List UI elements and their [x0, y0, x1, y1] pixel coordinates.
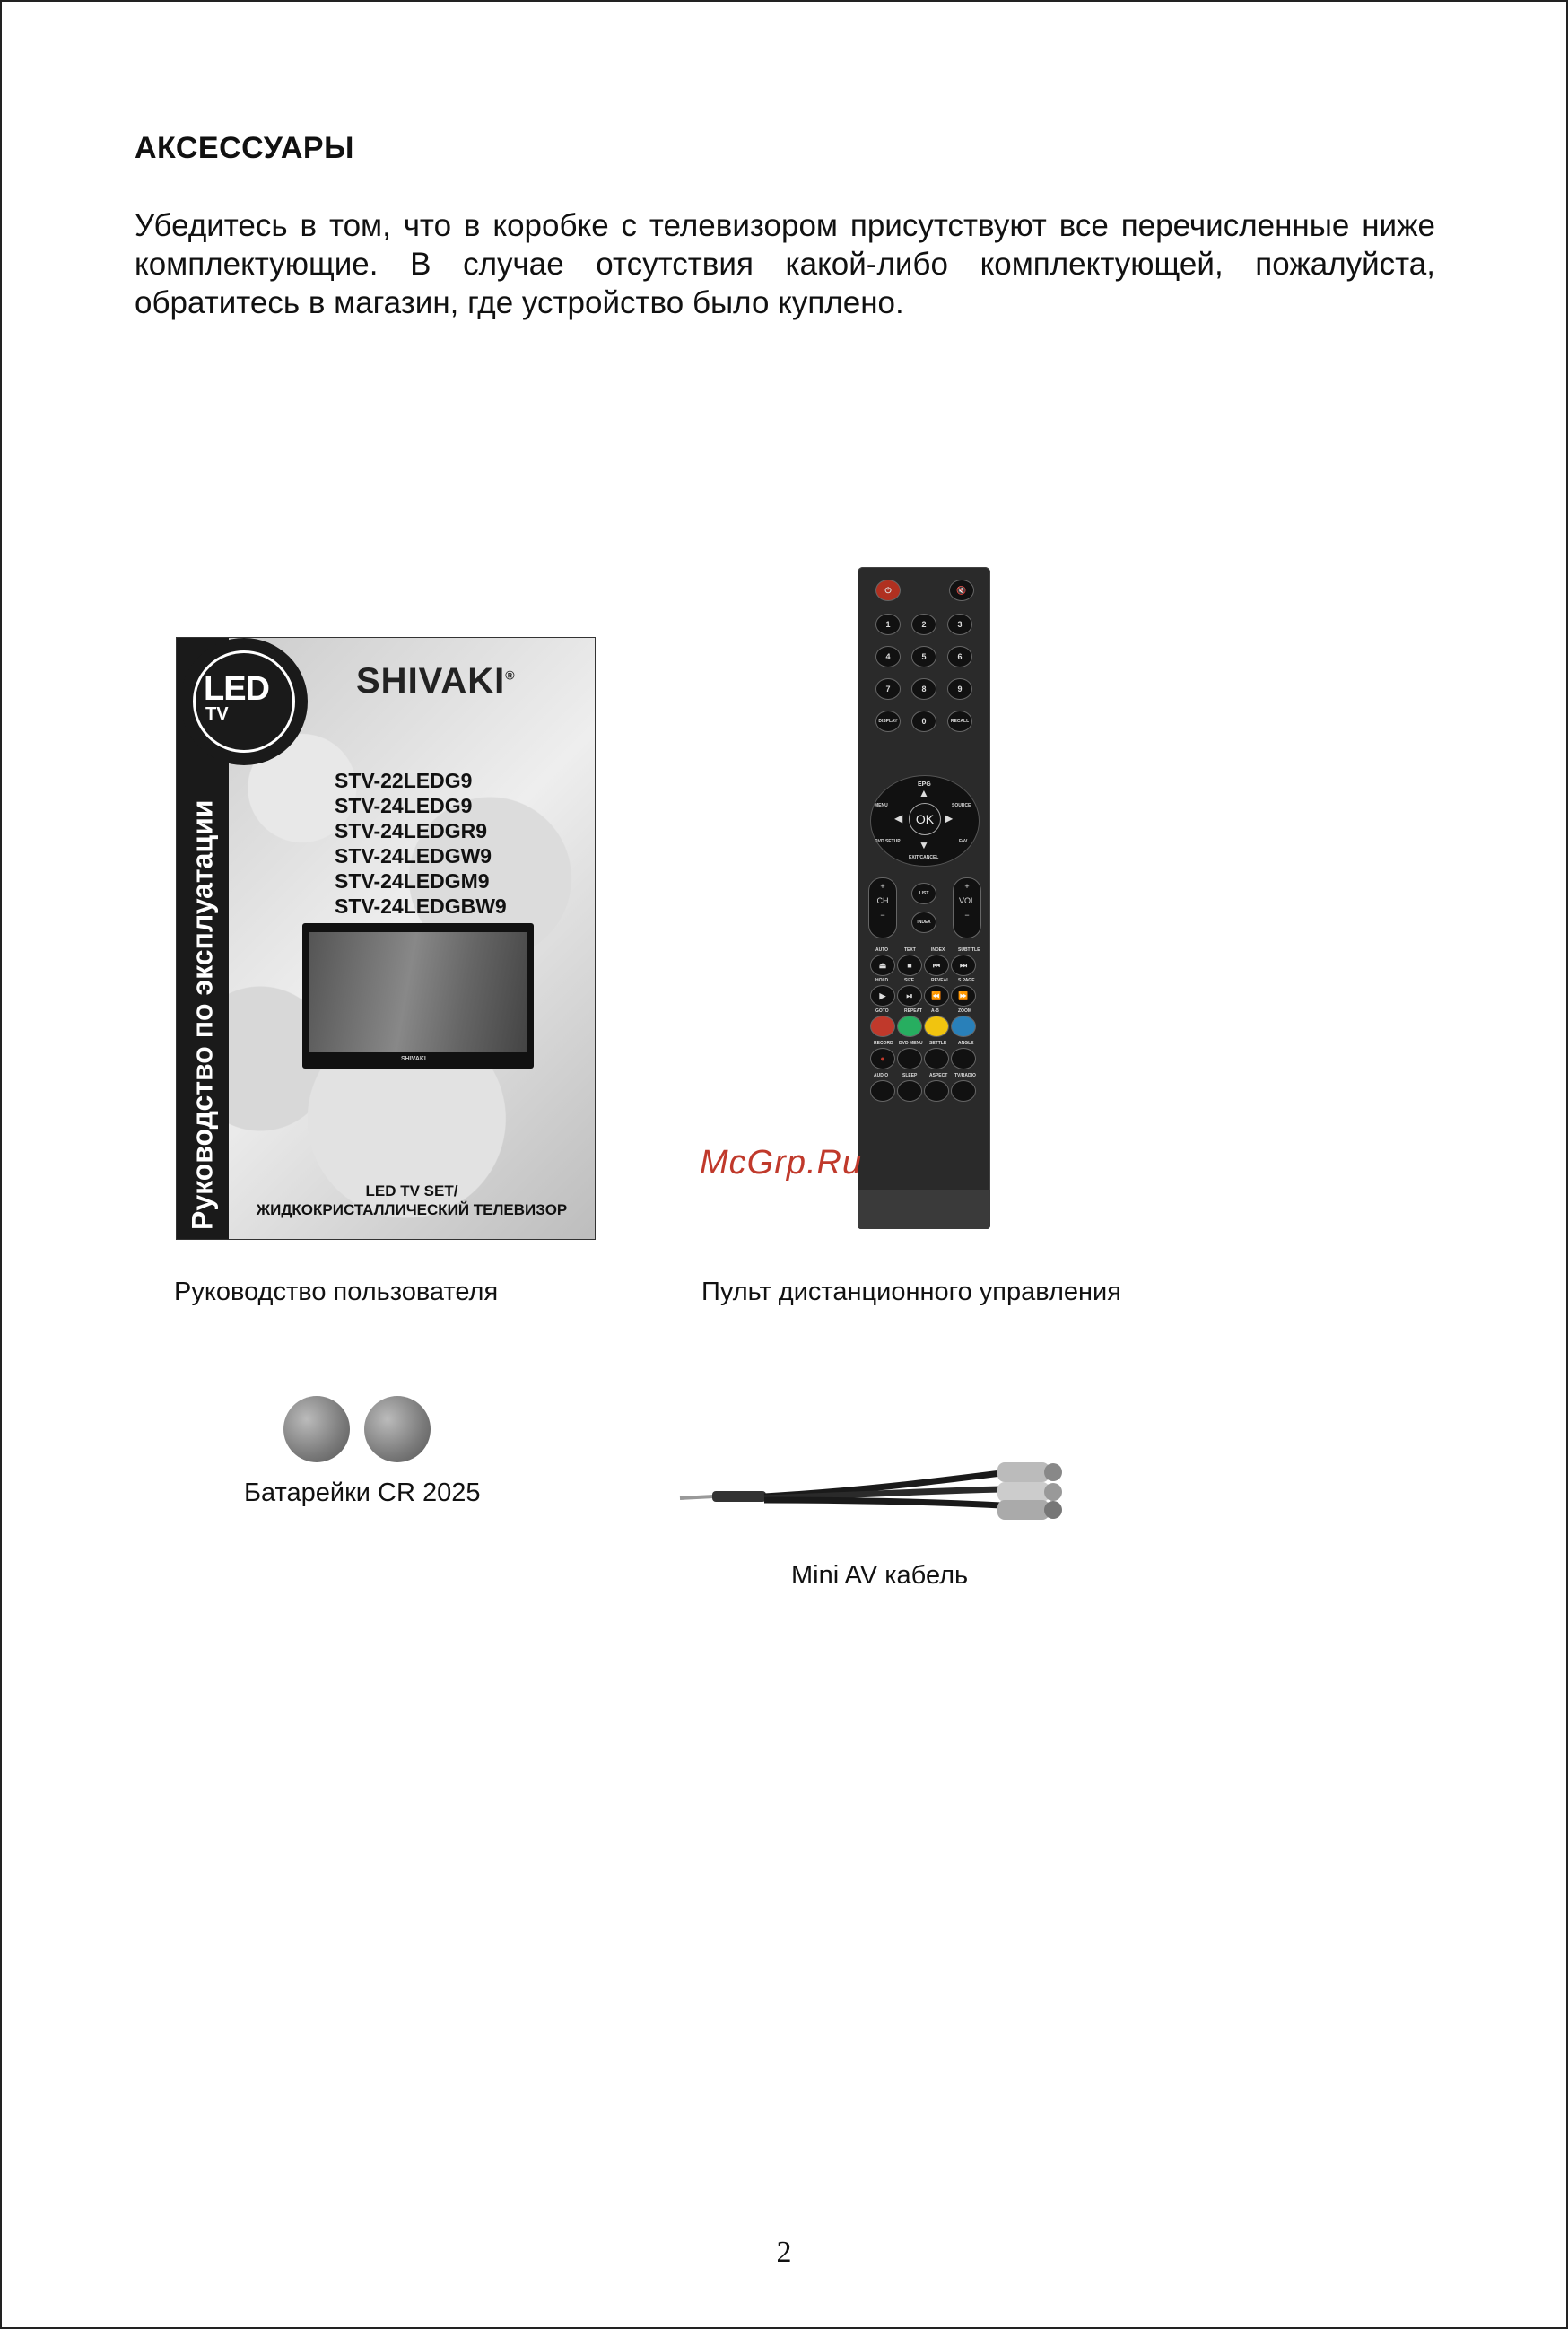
- dpad-label-bottom-right: FAV: [959, 839, 968, 844]
- remote-key: 5: [911, 646, 936, 667]
- remote-key: DISPLAY: [875, 711, 901, 732]
- ok-key: OK: [909, 803, 941, 835]
- tv-logo: SHIVAKI: [401, 1056, 426, 1062]
- av-cable-image: [678, 1435, 1109, 1525]
- dpad-label-bottom-left: DVD SETUP: [875, 839, 901, 844]
- remote-control-image: [858, 567, 990, 1229]
- next-icon: ⏭: [951, 955, 976, 976]
- model-list: [335, 768, 507, 919]
- remote-key: 9: [947, 678, 972, 700]
- remote-blank-key: [924, 1048, 949, 1069]
- model-name: STV-24LEDGM9: [335, 869, 490, 893]
- record-icon: ●: [870, 1048, 895, 1069]
- key-label: ZOOM: [958, 1008, 971, 1014]
- vol-rocker: [953, 877, 981, 938]
- key-label: ASPECT: [929, 1073, 948, 1078]
- manual-caption: Руководство пользователя: [174, 1278, 499, 1306]
- green-key: [897, 1016, 922, 1037]
- tv-screen: [309, 932, 527, 1052]
- key-label: A-B: [931, 1008, 939, 1014]
- key-label: SETTLE: [929, 1041, 947, 1046]
- model-name: STV-24LEDGR9: [335, 819, 487, 842]
- yellow-key: [924, 1016, 949, 1037]
- remote-key: 7: [875, 678, 901, 700]
- key-label: ANGLE: [958, 1041, 974, 1046]
- key-label: TEXT: [904, 947, 916, 953]
- key-label: DVD MENU: [899, 1041, 923, 1046]
- manual-spine-text: Руководство по эксплуатации: [186, 799, 219, 1230]
- remote-bottom-cap: [858, 1190, 990, 1229]
- key-label: S.PAGE: [958, 978, 975, 983]
- remote-key: 2: [911, 614, 936, 635]
- remote-key: LIST: [911, 883, 936, 904]
- plus-icon: +: [964, 882, 970, 891]
- vol-label: VOL: [958, 896, 975, 905]
- remote-blank-key: [897, 1048, 922, 1069]
- dpad-label-right: SOURCE: [952, 803, 971, 808]
- manual-footer-line1: LED TV SET/: [365, 1182, 458, 1199]
- remote-key: 6: [947, 646, 972, 667]
- led-badge-sub: TV: [205, 704, 229, 724]
- led-badge-text: LED: [204, 670, 269, 708]
- key-label: SIZE: [904, 978, 915, 983]
- dpad-label-bottom: EXIT/CANCEL: [909, 855, 939, 860]
- plus-icon: +: [880, 882, 885, 891]
- fast-forward-icon: ⏩: [951, 985, 976, 1007]
- key-label: INDEX: [931, 947, 945, 953]
- model-name: STV-24LEDGBW9: [335, 894, 507, 918]
- arrow-right-icon: ▶: [945, 812, 954, 824]
- manual-footer: [229, 1182, 595, 1219]
- arrow-up-icon: ▲: [919, 787, 929, 799]
- remote-blank-key: [951, 1048, 976, 1069]
- remote-key: 8: [911, 678, 936, 700]
- key-label: HOLD: [875, 978, 889, 983]
- page-number: 2: [776, 2236, 792, 2269]
- remote-blank-key: [951, 1080, 976, 1102]
- battery-image: [364, 1396, 431, 1462]
- model-name: STV-24LEDG9: [335, 794, 473, 817]
- mute-icon: 🔇: [949, 580, 974, 601]
- remote-caption: Пульт дистанционного управления: [701, 1278, 1121, 1306]
- battery-image: [283, 1396, 350, 1462]
- manual-cover-image: [176, 637, 596, 1240]
- remote-blank-key: [924, 1080, 949, 1102]
- watermark: McGrp.Ru: [700, 1144, 863, 1182]
- remote-blank-key: [870, 1080, 895, 1102]
- manual-footer-line2: ЖИДКОКРИСТАЛЛИЧЕСКИЙ ТЕЛЕВИЗОР: [256, 1201, 568, 1218]
- dpad: [870, 775, 980, 867]
- section-heading: АКСЕССУАРЫ: [135, 131, 354, 165]
- power-icon: ⏻: [875, 580, 901, 601]
- ch-label: CH: [876, 896, 889, 905]
- intro-paragraph: Убедитесь в том, что в коробке с телевизором присутствуют все перечисленные ниже комплектующие. В случае отсутствия какой-либо комплектующей, пожалуйста, обратитесь в магазин, где устройство было куплено.: [135, 208, 1435, 320]
- key-label: AUDIO: [874, 1073, 889, 1078]
- key-label: GOTO: [875, 1008, 889, 1014]
- remote-key: INDEX: [911, 912, 936, 933]
- dpad-label-top: EPG: [918, 781, 931, 788]
- arrow-left-icon: ◀: [894, 812, 903, 824]
- dpad-label-left: MENU: [875, 803, 888, 808]
- minus-icon: −: [880, 911, 885, 920]
- blue-key: [951, 1016, 976, 1037]
- prev-icon: ⏮: [924, 955, 949, 976]
- cable-caption: Mini AV кабель: [791, 1561, 969, 1590]
- remote-key: 0: [911, 711, 936, 732]
- ch-rocker: [868, 877, 897, 938]
- stop-icon: ■: [897, 955, 922, 976]
- brand-logo: SHIVAKI®: [356, 661, 516, 701]
- step-icon: ▶: [870, 985, 895, 1007]
- key-label: SLEEP: [902, 1073, 918, 1078]
- tv-illustration: [302, 923, 534, 1069]
- key-label: SUBTITLE: [958, 947, 980, 953]
- model-name: STV-24LEDGW9: [335, 844, 492, 868]
- eject-icon: ⏏: [870, 955, 895, 976]
- minus-icon: −: [964, 911, 970, 920]
- model-name: STV-22LEDG9: [335, 769, 473, 792]
- remote-key: RECALL: [947, 711, 972, 732]
- remote-blank-key: [897, 1080, 922, 1102]
- play-pause-icon: ⏯: [897, 985, 922, 1007]
- key-label: TV/RADIO: [954, 1073, 976, 1078]
- remote-key: 4: [875, 646, 901, 667]
- remote-key: 1: [875, 614, 901, 635]
- remote-key: 3: [947, 614, 972, 635]
- key-label: REPEAT: [904, 1008, 922, 1014]
- key-label: REVEAL: [931, 978, 950, 983]
- arrow-down-icon: ▼: [919, 839, 929, 851]
- batteries-caption: Батарейки CR 2025: [244, 1479, 481, 1507]
- led-tv-badge: [180, 638, 308, 765]
- rewind-icon: ⏪: [924, 985, 949, 1007]
- key-label: RECORD: [874, 1041, 893, 1046]
- key-label: AUTO: [875, 947, 889, 953]
- red-key: [870, 1016, 895, 1037]
